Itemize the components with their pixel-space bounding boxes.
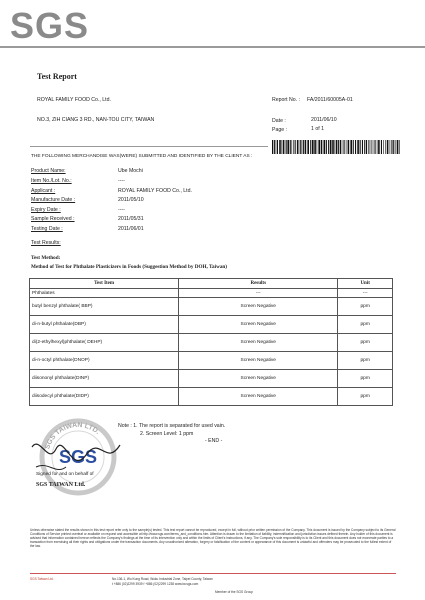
table-row: [30, 388, 393, 406]
footer-phone: t +886 (02)2299 3939 f +886 (02)2299 1238 www.tw.sgs.com: [112, 582, 199, 586]
table-row: [30, 316, 393, 334]
row-result: Screen Negative: [179, 298, 338, 316]
results-table: [29, 278, 393, 406]
row-unit: ppm: [338, 298, 393, 316]
group-unit: ---: [338, 289, 393, 298]
group-result: ---: [179, 289, 338, 298]
end-marker: - END -: [205, 438, 223, 444]
sgs-logo: [8, 6, 90, 44]
row-item: butyl benzyl phthalate( BBP): [30, 298, 179, 316]
field-label: Sample Received :: [31, 216, 75, 222]
footer-address: No.136-1, Wu Kung Road, Wuku Industrial Zone, Taipei County, Taiwan: [112, 577, 213, 581]
footer-member: Member of the SGS Group: [215, 590, 253, 594]
header-test-item: Test Item: [30, 279, 179, 289]
barcode: [272, 140, 400, 154]
svg-text:SGS TAIWAN LTD.: SGS TAIWAN LTD.: [44, 421, 101, 451]
report-date-label: Date :: [272, 118, 286, 124]
footer-disclaimer: Unless otherwise stated the results shown in this test report refer only to the sample(s) tested. This test report cannot be reproduced, except in full, without prior written permission of the Company. This document is issued by the Company subject to its General Conditions of Service printed overleaf or available on request and accessible at http://www.sgs.com/terms_and_conditions.htm. Attention is drawn to the limitation of liability, indemnification and jurisdiction issues defined therein. Any holder of this document is advised that information contained hereon reflects the Company's findings at the time of its intervention only and within the limits of Client's instructions, if any. The Company's sole responsibility is to its Client and this document does not exonerate parties to a transaction from exercising all their rights and obligations under the transaction documents. Any unauthorized alteration, forgery or falsification of the content or appearance of this document is unlawful and offenders may be prosecuted to the fullest extent of the law.: [30, 528, 396, 548]
footer-divider: [30, 573, 396, 574]
test-method-text: Method of Test for Phthalate Plasticizers in Foods (Suggestion Method by DOH, Taiwan): [31, 264, 228, 270]
report-no-label: Report No. :: [272, 97, 300, 103]
page-title: Test Report: [37, 72, 77, 81]
row-result: Screen Negative: [179, 352, 338, 370]
signed-for: Signed for and on behalf of: [36, 472, 94, 477]
table-row: [30, 334, 393, 352]
note-1: Note : 1. The report is separated for used vain.: [118, 423, 226, 429]
field-value: ROYAL FAMILY FOOD Co., Ltd.: [118, 188, 192, 194]
field-label: Testing Date :: [31, 226, 63, 232]
row-item: diisodecyl phthalate(DIDP): [30, 388, 179, 406]
divider: [30, 146, 268, 147]
group-item: Phthalates: [30, 289, 179, 298]
row-unit: ppm: [338, 334, 393, 352]
field-label: Expiry Date :: [31, 207, 61, 213]
signatory-company: SGS TAIWAN Ltd.: [36, 482, 86, 488]
field-value: 2011/05/10: [118, 197, 144, 203]
row-unit: ppm: [338, 352, 393, 370]
footer-company: SGS Taiwan Ltd.: [30, 577, 54, 581]
field-label: Manufacture Date :: [31, 197, 76, 203]
row-result: Screen Negative: [179, 388, 338, 406]
row-result: Screen Negative: [179, 334, 338, 352]
test-method-title: Test Method:: [31, 255, 61, 261]
header-unit: Unit: [338, 279, 393, 289]
merchandise-intro: THE FOLLOWING MERCHANDISE WAS(WERE) SUBMITTED AND IDENTIFIED BY THE CLIENT AS :: [31, 154, 253, 159]
field-value: ----: [118, 207, 125, 213]
row-result: Screen Negative: [179, 370, 338, 388]
report-page-label: Page :: [272, 127, 287, 133]
row-item: diisononyl phthalate(DINP): [30, 370, 179, 388]
header-results: Results: [179, 279, 338, 289]
svg-text:SGS: SGS: [58, 447, 98, 467]
row-item: di(2-ethylhexyl)phthalate( DEHP): [30, 334, 179, 352]
table-row: [30, 298, 393, 316]
note-2: 2. Screen Level: 1 ppm: [140, 431, 194, 437]
header-rule: [0, 46, 425, 48]
client-address: NO.3, ZIH CIANG 3 RD., NAN-TOU CITY, TAIWAN: [37, 117, 155, 123]
field-value: 2011/06/01: [118, 226, 144, 232]
field-value: 2011/05/31: [118, 216, 144, 222]
row-unit: ppm: [338, 388, 393, 406]
report-page-value: 1 of 1: [311, 126, 324, 132]
field-value: Ube Mochi: [118, 168, 143, 174]
field-label: Product Name:: [31, 168, 66, 174]
row-item: di-n-butyl phthalate(DBP): [30, 316, 179, 334]
row-result: Screen Negative: [179, 316, 338, 334]
table-row: [30, 370, 393, 388]
test-results-label: Test Results:: [31, 240, 61, 246]
row-unit: ppm: [338, 316, 393, 334]
field-value: ----: [118, 178, 125, 184]
report-no-value: FA/2011/60005A-01: [307, 97, 353, 103]
company-seal: [26, 405, 126, 503]
client-name: ROYAL FAMILY FOOD Co., Ltd.: [37, 97, 111, 103]
table-row: [30, 352, 393, 370]
field-label: Item No./Lot. No.:: [31, 178, 72, 184]
field-label: Applicant :: [31, 188, 56, 194]
row-item: di-n-octyl phthalate(DNOP): [30, 352, 179, 370]
logo-text: SGS: [10, 6, 90, 44]
row-unit: ppm: [338, 370, 393, 388]
table-row-group: [30, 289, 393, 298]
report-date-value: 2011/06/10: [311, 117, 337, 123]
